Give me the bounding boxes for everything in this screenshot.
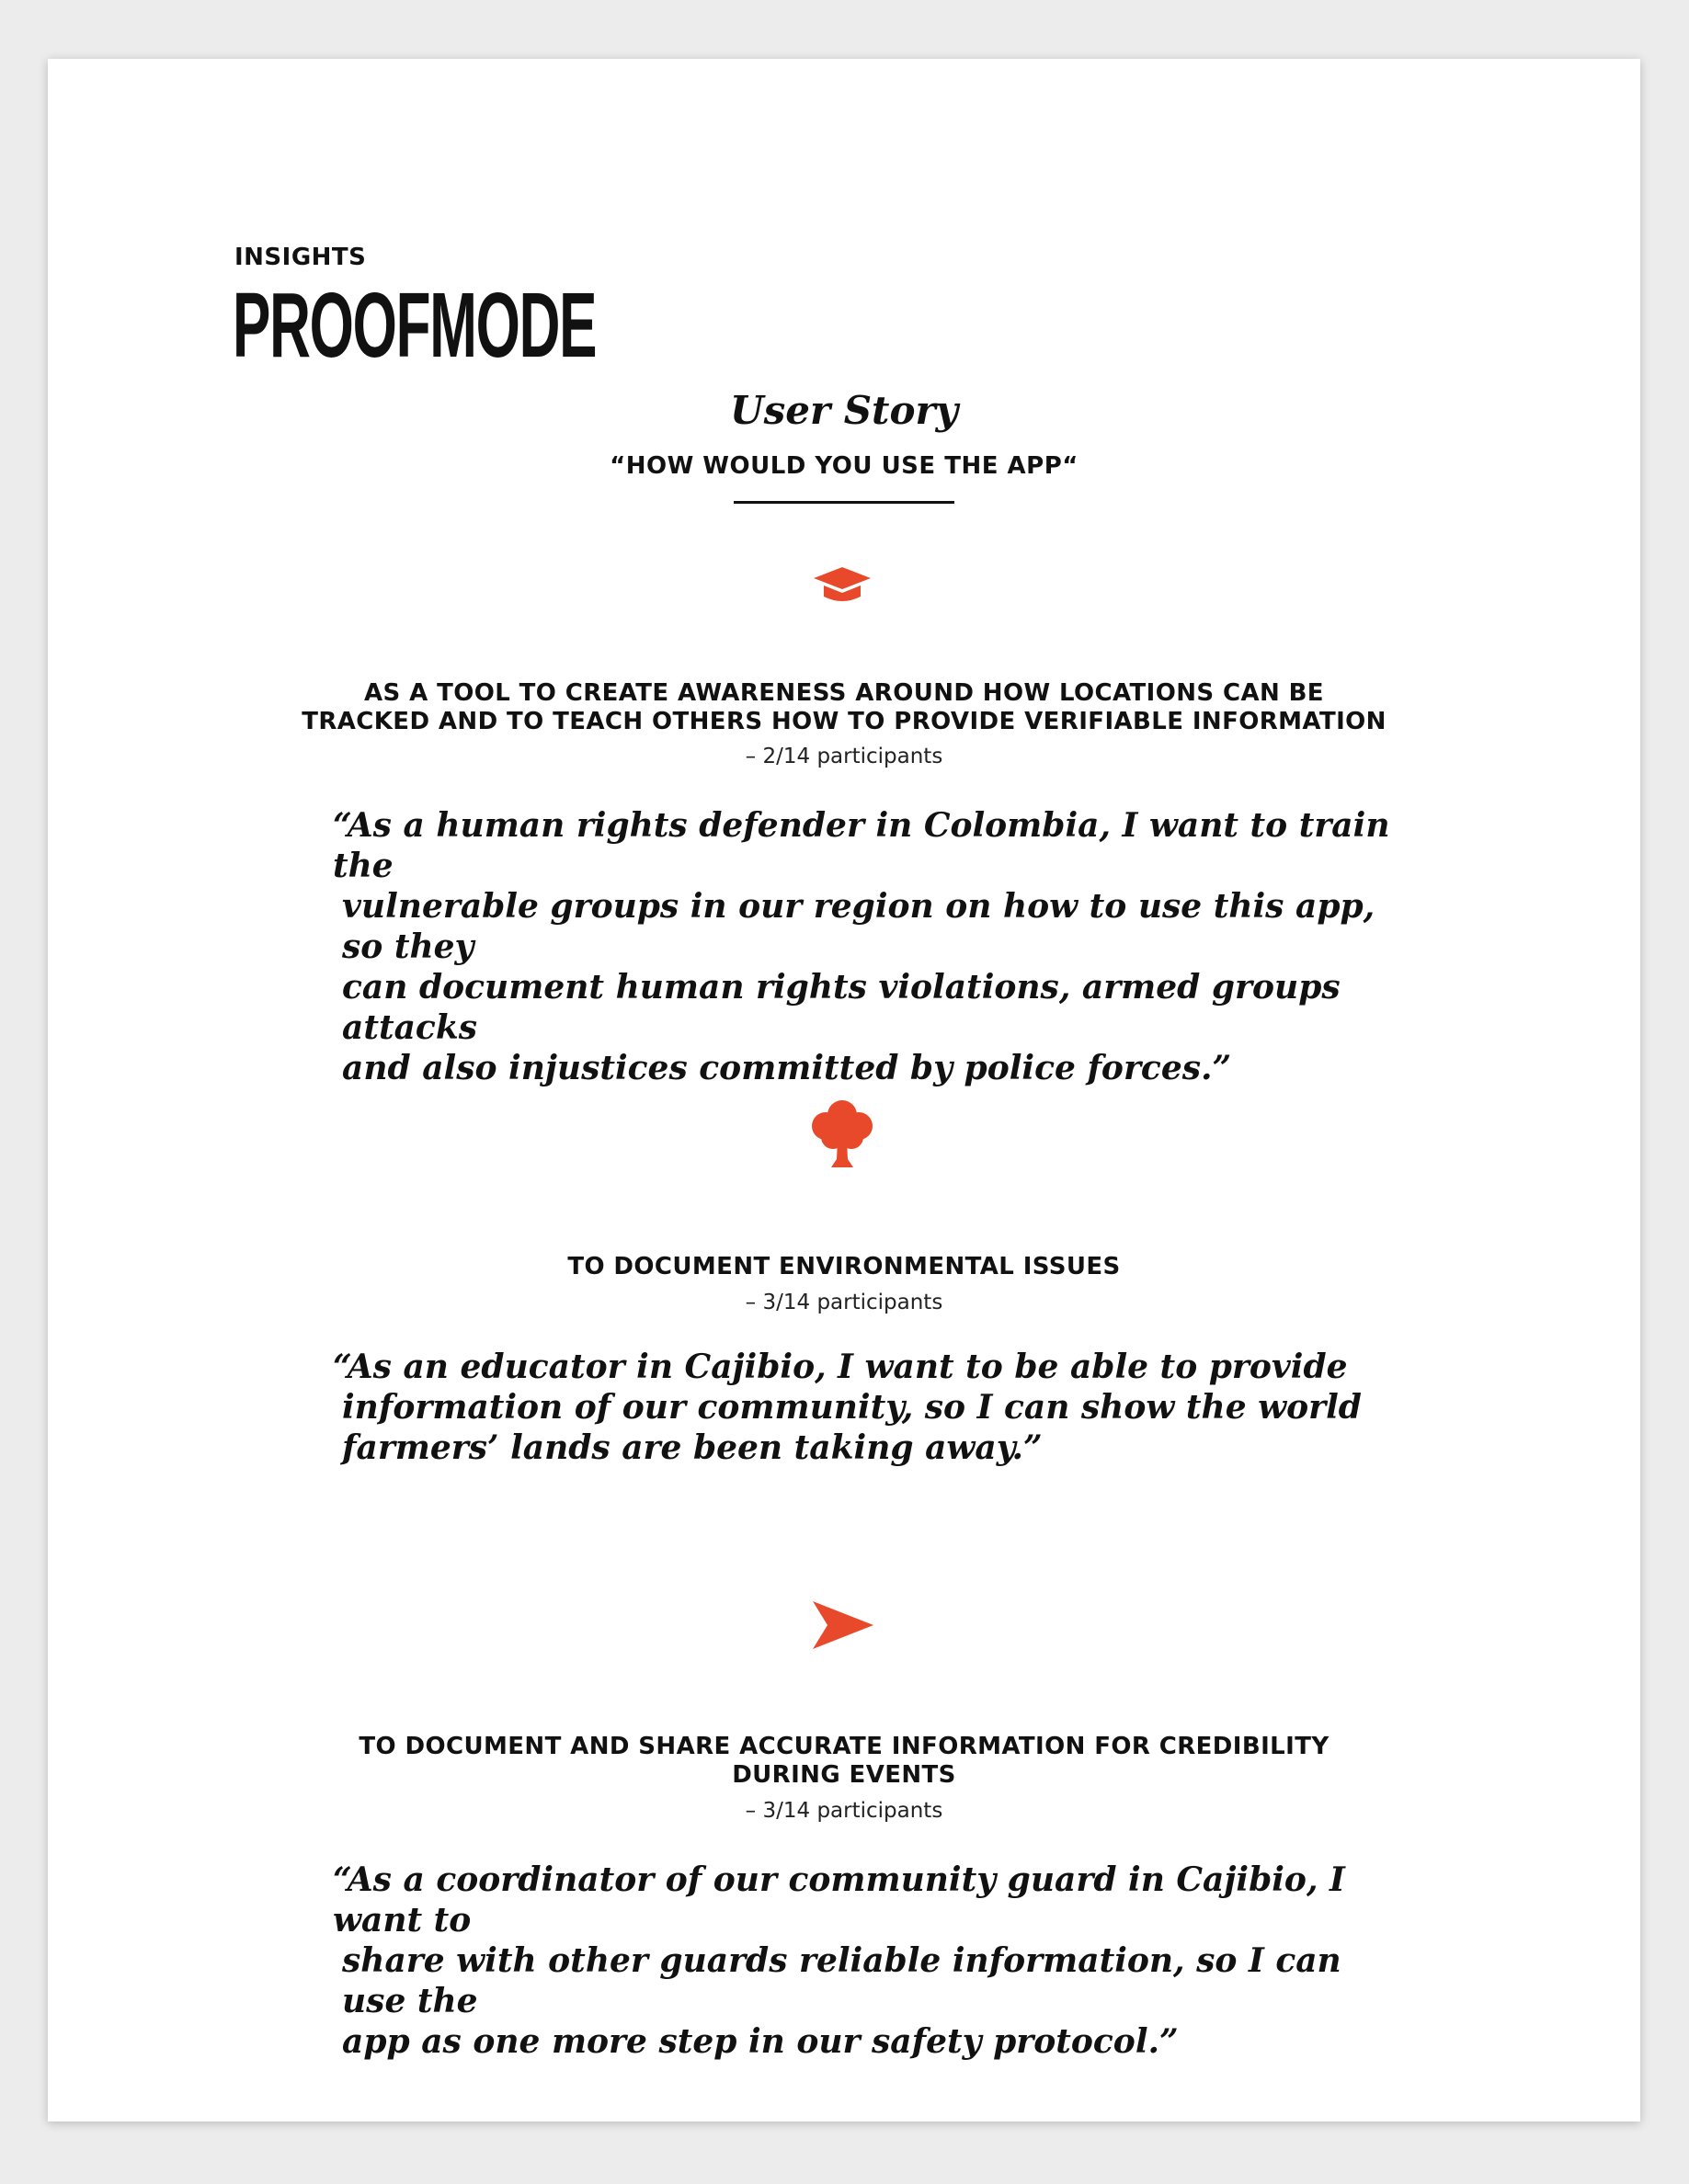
eyebrow-label: INSIGHTS — [234, 244, 367, 271]
participants-count: – 3/14 participants — [745, 1291, 943, 1314]
tree-icon — [809, 1098, 875, 1168]
story-heading — [48, 679, 1640, 736]
story-heading-line: TO DOCUMENT AND SHARE ACCURATE INFORMATION FOR CREDIBILITY — [359, 1733, 1330, 1760]
quote-line: information of our community, so I can show the world — [342, 1388, 1362, 1427]
story-heading — [48, 1253, 1640, 1281]
document-page — [48, 59, 1640, 2121]
graduation-cap-icon — [812, 563, 873, 606]
story-heading-line: TO DOCUMENT ENVIRONMENTAL ISSUES — [567, 1253, 1121, 1280]
story-heading-line: TRACKED AND TO TEACH OTHERS HOW TO PROVIDE VERIFIABLE INFORMATION — [302, 708, 1387, 735]
story-quote — [333, 805, 1390, 1088]
story-quote — [333, 1860, 1390, 2062]
quote-line: can document human rights violations, armed groups attacks — [342, 968, 1341, 1047]
quote-line: “As a coordinator of our community guard in Cajibio, I want to — [333, 1860, 1345, 1939]
title-divider — [734, 501, 954, 504]
story-quote — [333, 1347, 1390, 1468]
section-subtitle: “HOW WOULD YOU USE THE APP“ — [610, 452, 1078, 480]
participants-count: – 2/14 participants — [745, 745, 943, 768]
section-title: User Story — [729, 388, 959, 433]
quote-line: vulnerable groups in our region on how to use this app, so they — [342, 887, 1375, 966]
quote-line: app as one more step in our safety protocol.” — [342, 2022, 1179, 2061]
story-heading — [48, 1733, 1640, 1790]
quote-line: “As an educator in Cajibio, I want to be able to provide — [333, 1348, 1348, 1386]
quote-line: share with other guards reliable information, so I can use the — [342, 1941, 1341, 2020]
participants-count: – 3/14 participants — [745, 1799, 943, 1823]
brand-title: PROOFMODE — [233, 274, 597, 377]
story-heading-line: DURING EVENTS — [732, 1761, 956, 1789]
send-arrow-icon — [811, 1599, 875, 1651]
story-heading-line: AS A TOOL TO CREATE AWARENESS AROUND HOW LOCATIONS CAN BE — [364, 679, 1324, 707]
quote-line: and also injustices committed by police forces.” — [342, 1049, 1232, 1087]
quote-line: “As a human rights defender in Colombia, I want to train the — [333, 806, 1390, 885]
quote-line: farmers’ lands are been taking away.” — [342, 1428, 1043, 1467]
